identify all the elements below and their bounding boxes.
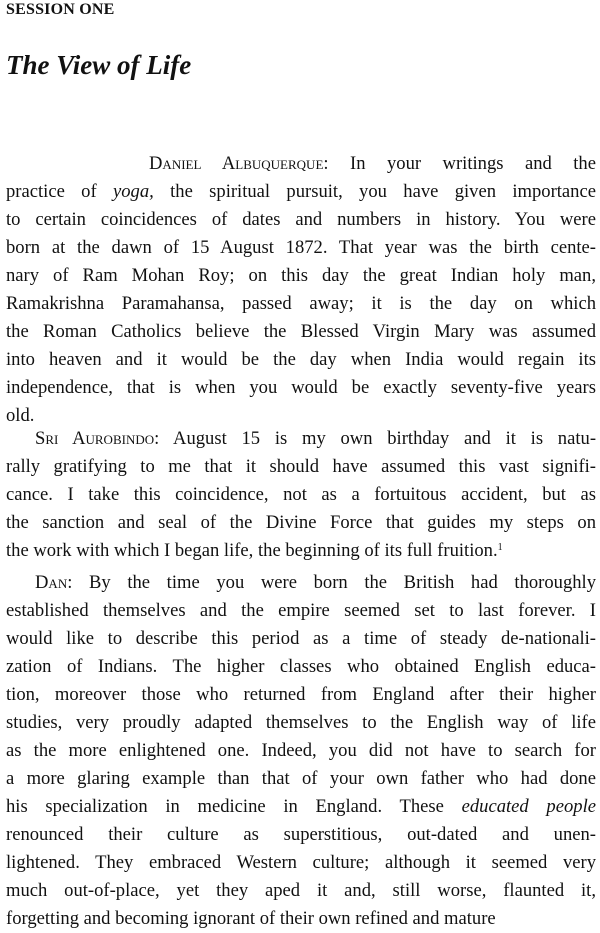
italic-phrase: yoga, xyxy=(112,181,154,202)
text-line: a more glaring example than that of your own father who had done xyxy=(6,768,596,789)
text-line: studies, very proudly adapted themselves to the English way of life xyxy=(6,712,596,733)
text-line: independence, that is when you would be exactly seventy-five years xyxy=(6,377,596,398)
text-line: to certain coincidences of dates and numbers in history. You were xyxy=(6,209,596,230)
text-line: rally gratifying to me that it should have assumed this vast signifi- xyxy=(6,456,596,477)
text-line: Sri Aurobindo: August 15 is my own birthday and it is natu- xyxy=(35,428,597,449)
text-line: the Roman Catholics believe the Blessed Virgin Mary was assumed xyxy=(6,321,596,342)
text-line: the work with which I began life, the beginning of its full fruition.$^1$ xyxy=(6,540,503,561)
text-line: zation of Indians. The higher classes who obtained English educa- xyxy=(6,656,596,677)
speaker-name: Sri Aurobindo: xyxy=(35,428,160,449)
text-line: Daniel Albuquerque: In your writings and the xyxy=(149,153,596,174)
text-line: his specialization in medicine in England. These educated people xyxy=(6,796,596,817)
paragraph-dan xyxy=(6,569,596,933)
text-line: old. xyxy=(6,405,35,426)
session-heading: SESSION ONE xyxy=(6,1,115,18)
speaker-name: Daniel Albuquerque: xyxy=(149,153,329,174)
text-line: lightened. They embraced Western culture; although it seemed very xyxy=(6,852,596,873)
text-line: cance. I take this coincidence, not as a fortuitous accident, but as xyxy=(6,484,596,505)
text-line: forgetting and becoming ignorant of their own refined and mature xyxy=(6,908,496,929)
paragraph-albuquerque xyxy=(6,150,596,430)
text-line: renounced their culture as superstitious, out-dated and unen- xyxy=(6,824,596,845)
text-line: would like to describe this period as a time of steady de-nationali- xyxy=(6,628,596,649)
text-line: born at the dawn of 15 August 1872. That year was the birth cente- xyxy=(6,237,596,258)
speaker-name: Dan: xyxy=(35,572,73,593)
chapter-title: The View of Life xyxy=(6,50,192,80)
text-line: much out-of-place, yet they aped it and, still worse, flaunted it, xyxy=(6,880,596,901)
text-line: into heaven and it would be the day when India would regain its xyxy=(6,349,596,370)
text-line: Dan: By the time you were born the British had thoroughly xyxy=(35,572,597,593)
text-line: Ramakrishna Paramahansa, passed away; it is the day on which xyxy=(6,293,596,314)
footnote-marker: 1 xyxy=(497,542,503,553)
italic-phrase: educated people xyxy=(461,796,596,817)
text-line: established themselves and the empire seemed set to last forever. I xyxy=(6,600,596,621)
text-line: practice of yoga, the spiritual pursuit, you have given importance xyxy=(6,181,596,202)
text-line: tion, moreover those who returned from England after their higher xyxy=(6,684,596,705)
text-line: nary of Ram Mohan Roy; on this day the great Indian holy man, xyxy=(6,265,596,286)
text-line: the sanction and seal of the Divine Force that guides my steps on xyxy=(6,512,596,533)
text-line: as the more enlightened one. Indeed, you did not have to search for xyxy=(6,740,596,761)
paragraph-aurobindo xyxy=(6,425,596,565)
